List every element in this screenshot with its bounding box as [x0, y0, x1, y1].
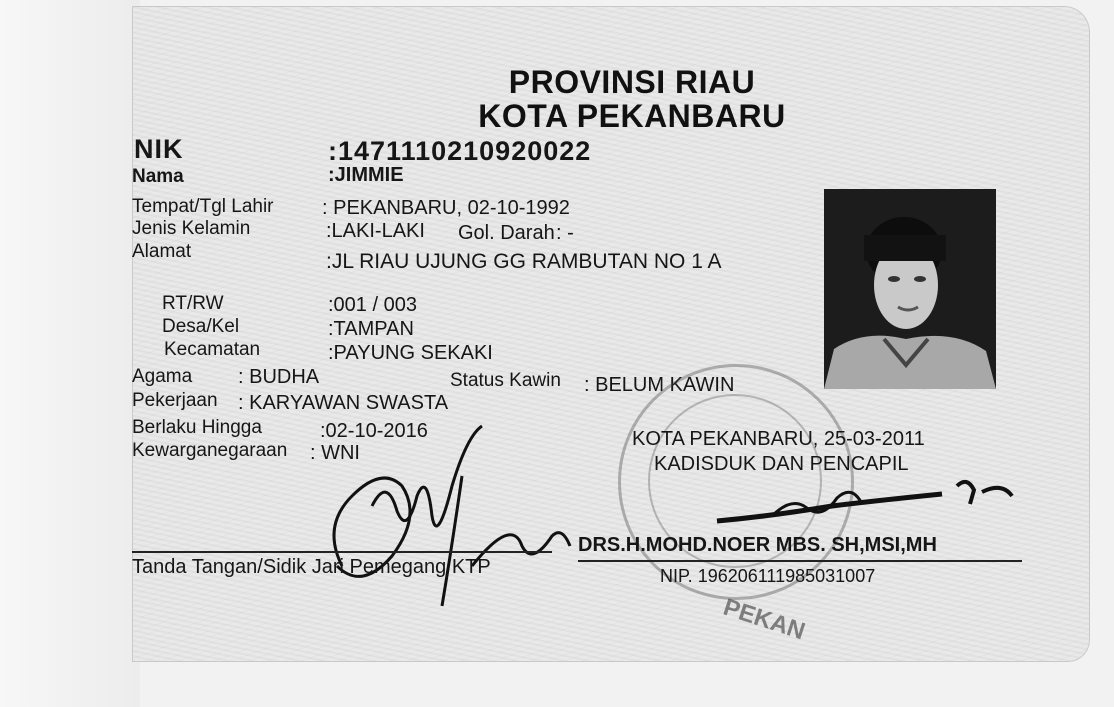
holder-photo — [824, 189, 996, 389]
scan-margin — [0, 0, 140, 707]
rtrw-value: :001 / 003 — [328, 294, 417, 316]
desa-label: Desa/Kel — [162, 316, 240, 337]
id-card — [132, 6, 1090, 662]
agama-value: : BUDHA — [238, 366, 320, 388]
pekerjaan-value: : KARYAWAN SWASTA — [238, 392, 449, 414]
rtrw-label: RT/RW — [162, 293, 224, 314]
ttl-value: : PEKANBARU, 02-10-1992 — [322, 197, 570, 219]
nik-value: :1471110210920022 — [328, 136, 592, 166]
gol-darah-label: Gol. Darah — [458, 222, 555, 244]
official-signature-icon — [712, 476, 1042, 546]
nama-value: :JIMMIE — [328, 164, 404, 186]
desa-value: :TAMPAN — [328, 318, 414, 340]
official-name-underline — [578, 560, 1022, 562]
status-kawin-label: Status Kawin — [450, 370, 561, 391]
city-title: KOTA PEKANBARU — [478, 98, 786, 134]
stamp-text: PEKAN — [720, 593, 809, 646]
issue-place-date: KOTA PEKANBARU, 25-03-2011 — [632, 428, 925, 450]
kecamatan-value: :PAYUNG SEKAKI — [328, 342, 493, 364]
alamat-label: Alamat — [132, 241, 192, 262]
issuer-office: KADISDUK DAN PENCAPIL — [654, 453, 909, 475]
jenis-kelamin-label: Jenis Kelamin — [132, 218, 251, 239]
agama-label: Agama — [132, 366, 193, 387]
nik-label: NIK — [134, 134, 184, 164]
alamat-value: :JL RIAU UJUNG GG RAMBUTAN NO 1 A — [326, 250, 722, 273]
gol-darah-value: : - — [556, 222, 574, 244]
ttl-label: Tempat/Tgl Lahir — [132, 196, 274, 217]
portrait-icon — [824, 189, 996, 389]
province-title: PROVINSI RIAU — [508, 64, 756, 100]
holder-signature-icon — [312, 416, 572, 616]
jenis-kelamin-value: :LAKI-LAKI — [326, 220, 425, 242]
status-kawin-value: : BELUM KAWIN — [584, 374, 735, 396]
berlaku-value: :02-10-2016 — [320, 420, 428, 442]
kewarganegaraan-label: Kewarganegaraan — [132, 440, 288, 461]
pekerjaan-label: Pekerjaan — [132, 390, 218, 411]
holder-sign-label: Tanda Tangan/Sidik Jari Pemegang KTP — [132, 556, 491, 578]
nama-label: Nama — [132, 166, 184, 187]
kecamatan-label: Kecamatan — [164, 339, 261, 360]
official-name: DRS.H.MOHD.NOER MBS. SH,MSI,MH — [578, 534, 937, 556]
official-nip: NIP. 196206111985031007 — [660, 566, 876, 586]
kewarganegaraan-value: : WNI — [310, 442, 360, 464]
berlaku-label: Berlaku Hingga — [132, 417, 262, 438]
holder-sign-line — [132, 551, 552, 553]
